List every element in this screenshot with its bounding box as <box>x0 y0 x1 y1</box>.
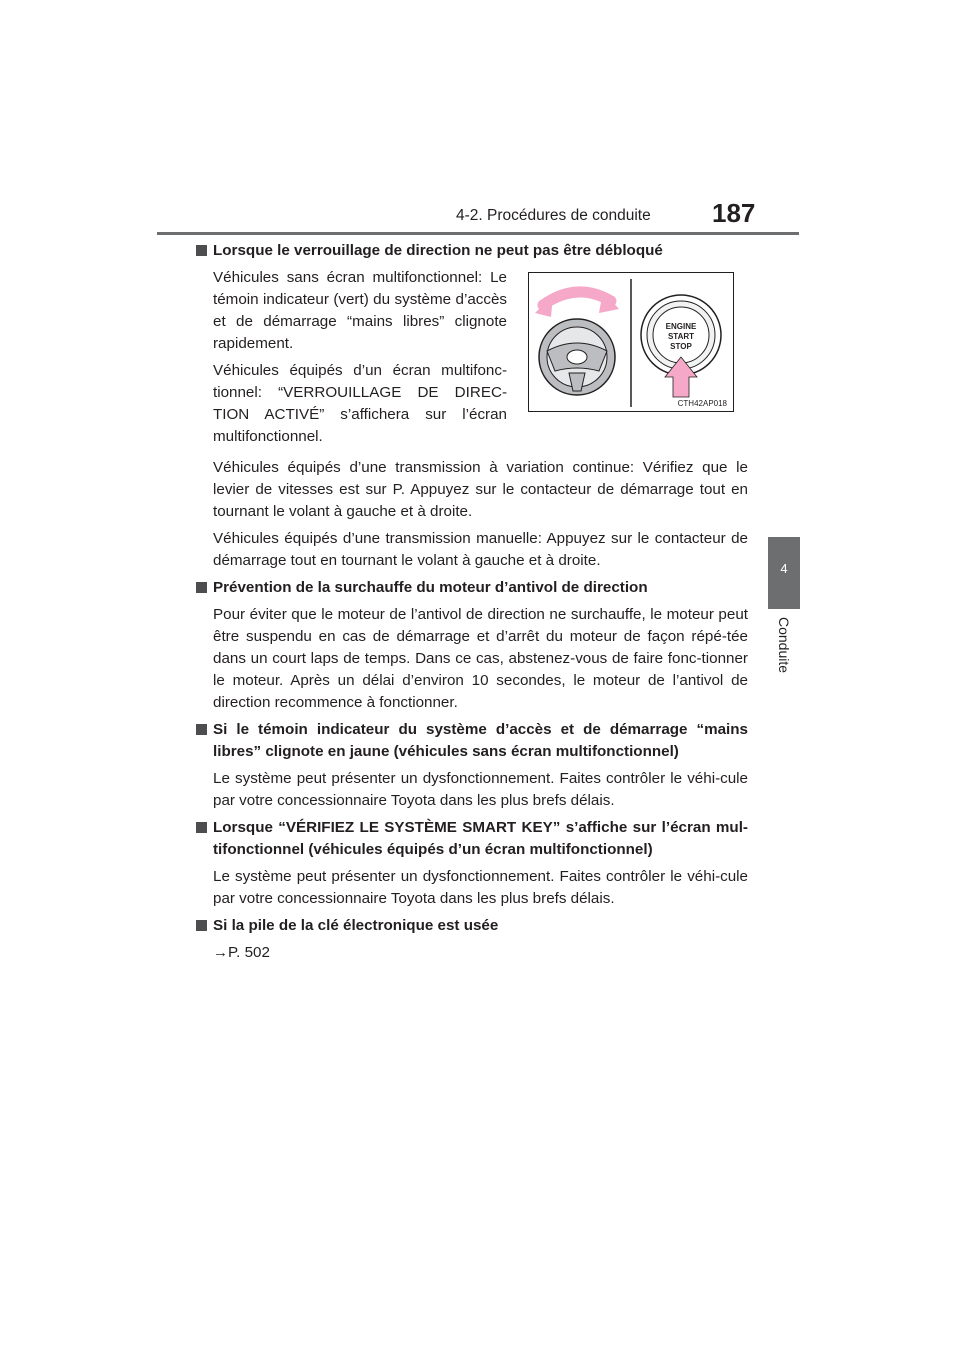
square-bullet-icon <box>196 920 207 931</box>
button-line-2: START <box>667 332 695 341</box>
section-heading <box>196 817 748 861</box>
button-line-1: ENGINE <box>665 322 697 331</box>
paragraph: Pour éviter que le moteur de l’antivol de direction ne surchauffe, le moteur peut être suspendu en cas de démarrage et d’arrêt du moteur de façon répé-tée dans un court laps de temps. Dans ce cas, abstenez-vous de faire fonc-tionner le moteur. Après un délai d’environ 10 secondes, le moteur de l’antivol de direction recommence à fonctionner. <box>213 606 748 711</box>
square-bullet-icon <box>196 724 207 735</box>
paragraph: Véhicules équipés d’une transmission manuelle: Appuyez sur le contacteur de démarrage tout en tournant le volant à gauche et à droite. <box>213 530 748 569</box>
section-motor-overheat <box>213 577 748 714</box>
running-header-section: 4-2. Procédures de conduite <box>456 207 651 224</box>
chapter-label: Conduite <box>776 617 792 674</box>
page-reference-text[interactable]: P. 502 <box>228 944 270 961</box>
paragraph: Le système peut présenter un dysfonctionnement. Faites contrôler le véhi-cule par votre concessionnaire Toyota dans les plus brefs délais. <box>213 868 748 907</box>
section-heading <box>196 577 748 599</box>
section-indicator-yellow <box>213 719 748 812</box>
figure-caption: CTH42AP018 <box>677 399 727 408</box>
chapter-number: 4 <box>780 561 788 576</box>
arrow-right-icon: → <box>213 944 228 961</box>
paragraph: Le système peut présenter un dysfonctionnement. Faites contrôler le véhi-cule par votre concessionnaire Toyota dans les plus brefs délais. <box>213 770 748 809</box>
section-heading <box>196 915 748 937</box>
section-heading-text: Lorsque “VÉRIFIEZ LE SYSTÈME SMART KEY” s’affiche sur l’écran mul-tifonctionnel (véhicules équipés d’un écran multifonctionnel) <box>213 819 748 858</box>
section-smart-key-check <box>213 817 748 910</box>
section-heading <box>196 240 748 262</box>
section-heading-text: Si le témoin indicateur du système d’accès et de démarrage “mains libres” clignote en jaune (véhicules sans écran multifonctionnel) <box>213 721 748 760</box>
paragraph: Véhicules équipés d’une transmission à variation continue: Vérifiez que le levier de vitesses est sur P. Appuyez sur le contacteur de démarrage tout en tournant le volant à gauche et à droite. <box>213 459 748 520</box>
paragraph: Véhicules équipés d’un écran multifonc-tionnel: “VERROUILLAGE DE DIREC-TION ACTIVÉ” s’affichera sur l’écran multifonctionnel. <box>213 362 507 445</box>
button-line-3: STOP <box>670 342 692 351</box>
square-bullet-icon <box>196 582 207 593</box>
page-body <box>213 240 748 969</box>
chapter-tab <box>768 537 800 609</box>
paragraph: Véhicules sans écran multifonctionnel: Le témoin indicateur (vert) du système d’accès et de démarrage “mains libres” clignote rapidement. <box>213 269 507 352</box>
header-rule <box>157 232 799 235</box>
section-heading <box>196 719 748 763</box>
section-steering-lock <box>213 240 748 572</box>
section-heading-text: Prévention de la surchauffe du moteur d’antivol de direction <box>213 579 648 596</box>
page-number: 187 <box>712 198 756 228</box>
page-reference[interactable] <box>213 942 748 964</box>
section-heading-text: Lorsque le verrouillage de direction ne peut pas être débloqué <box>213 242 663 259</box>
square-bullet-icon <box>196 822 207 833</box>
section-heading-text: Si la pile de la clé électronique est usée <box>213 917 499 934</box>
square-bullet-icon <box>196 245 207 256</box>
section-key-battery <box>213 915 748 964</box>
